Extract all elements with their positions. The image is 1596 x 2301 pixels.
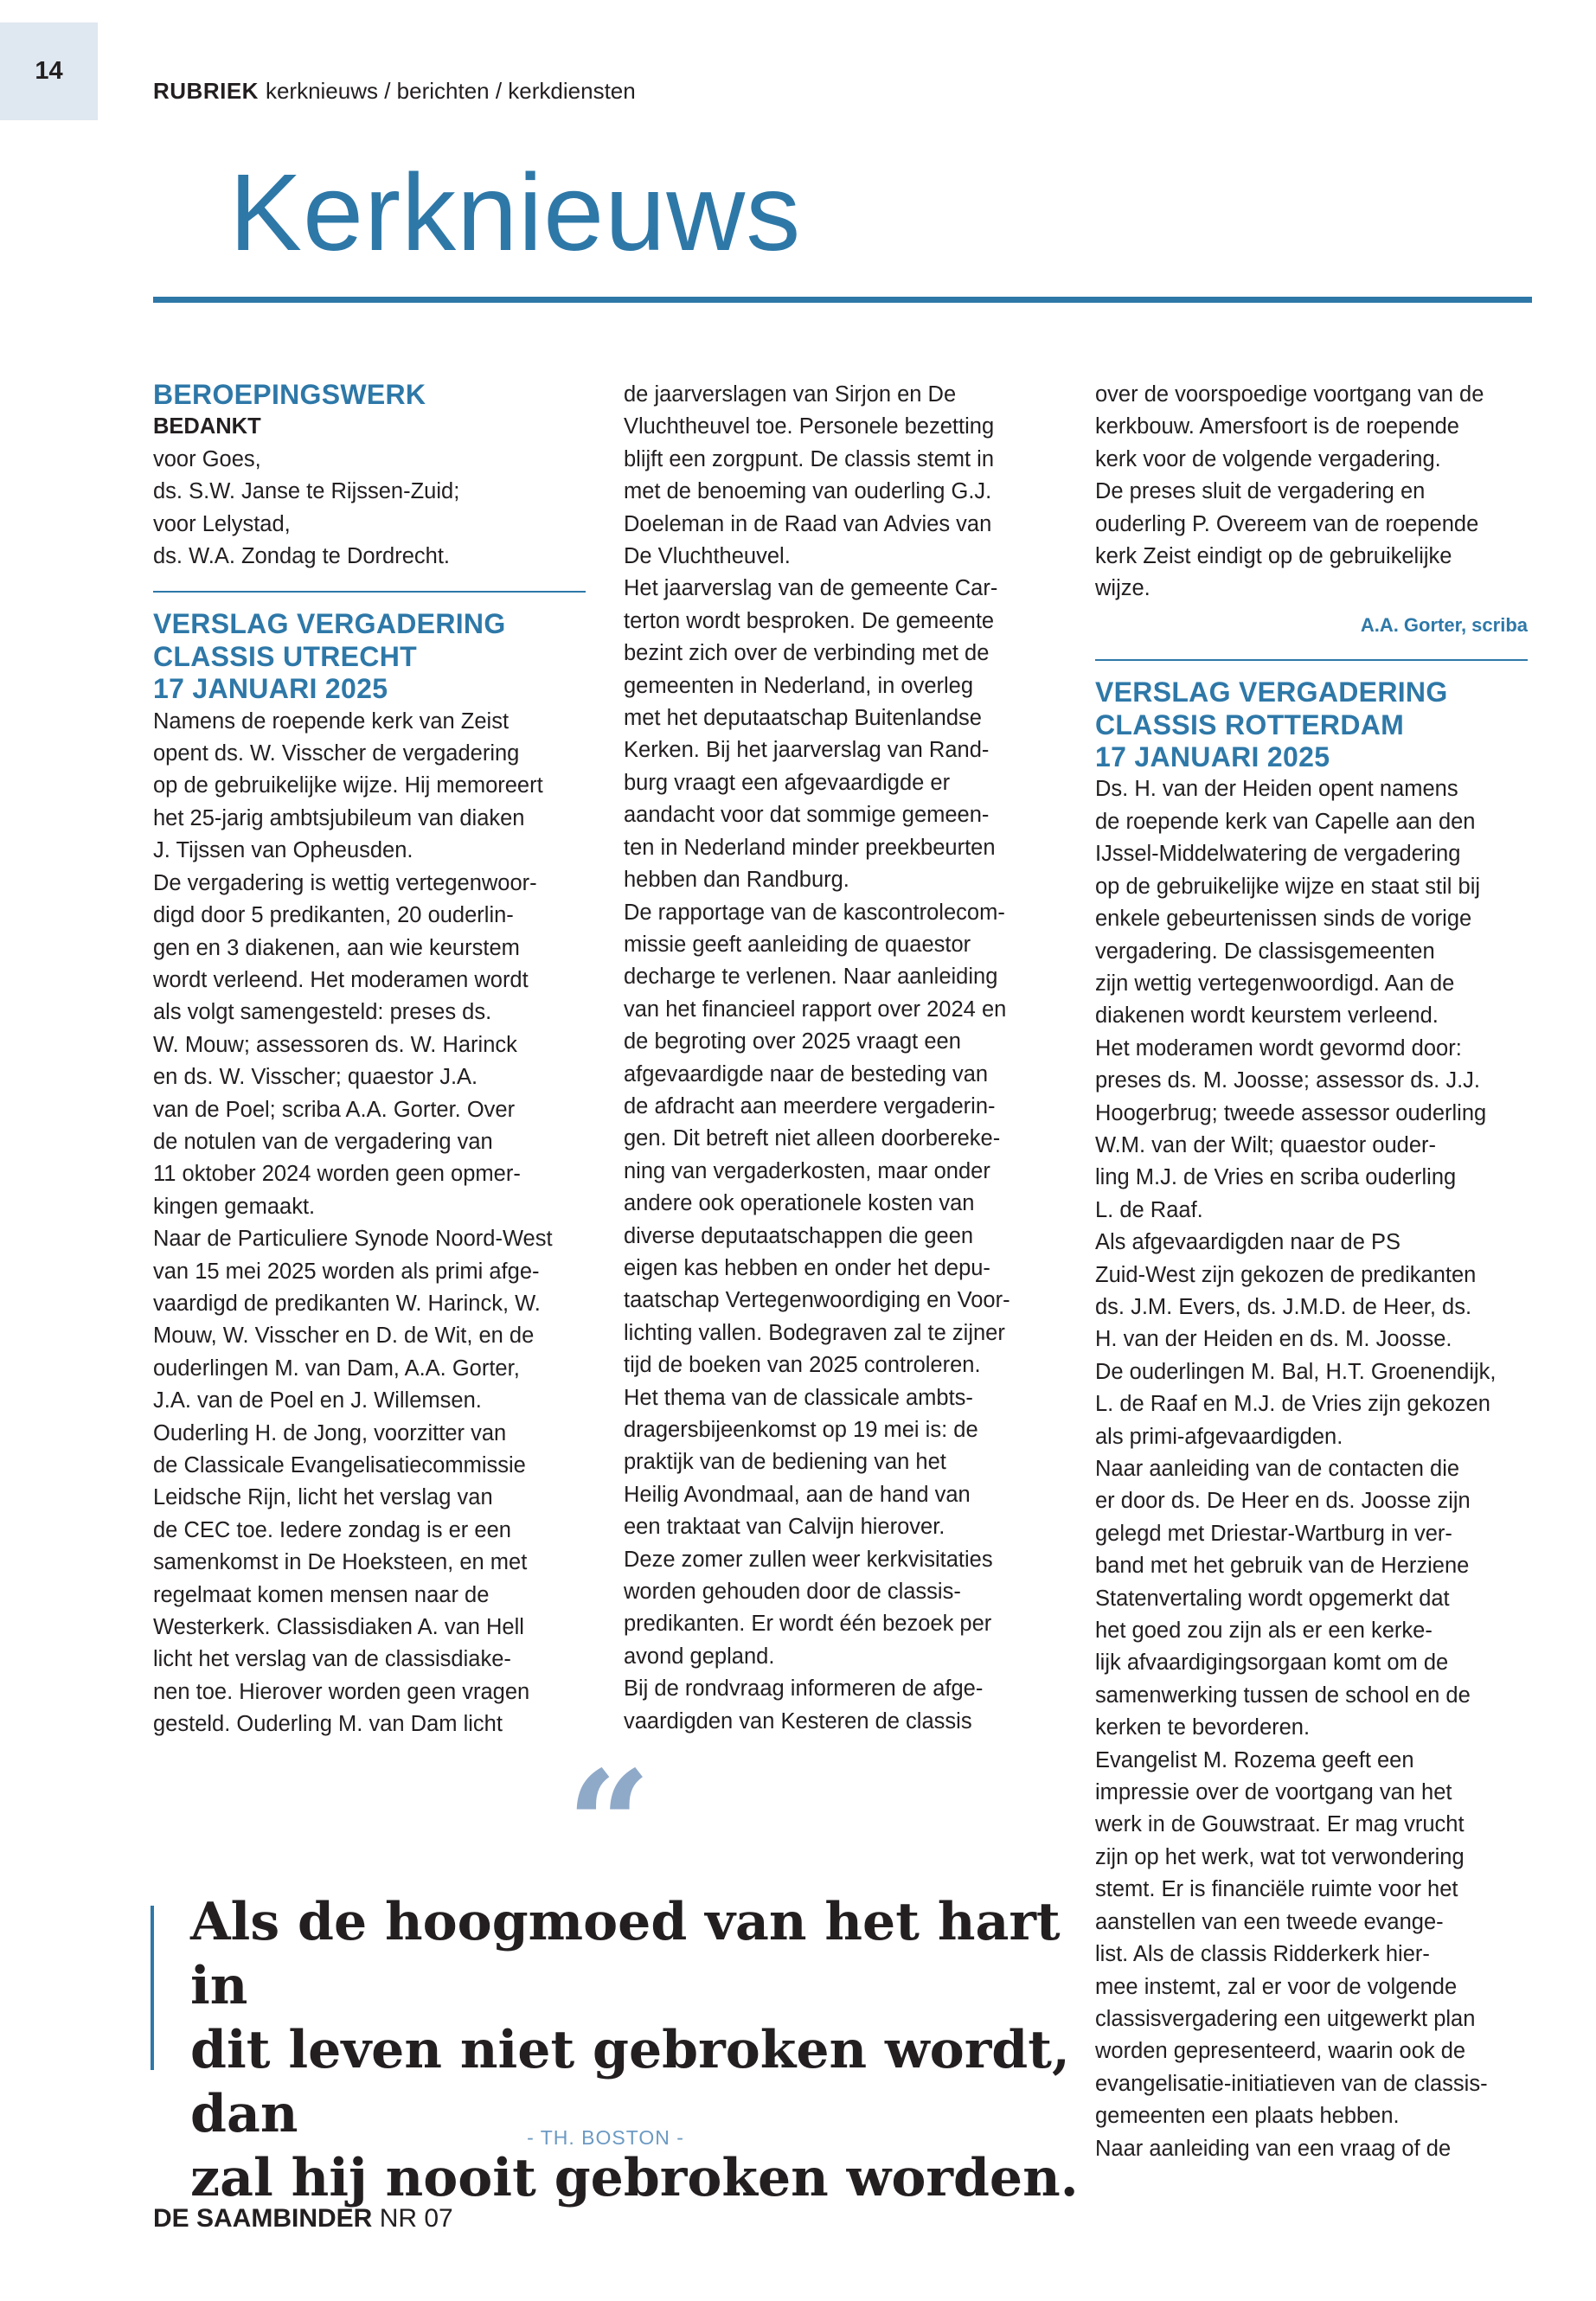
text-line: ds. J.M. Evers, ds. J.M.D. de Heer, ds. <box>1095 1294 1472 1319</box>
text-line: het 25-jarig ambtsjubileum van diaken <box>153 805 525 830</box>
text-line: worden gehouden door de classis- <box>624 1580 961 1605</box>
text-line: stemt. Er is financiële ruimte voor het <box>1095 1877 1458 1902</box>
text-line: Doeleman in de Raad van Advies van <box>624 511 992 536</box>
text-line: Het moderamen wordt gevormd door: <box>1095 1035 1462 1061</box>
magazine-name: DE SAAMBINDER <box>153 2204 373 2233</box>
text-line: op de gebruikelijke wijze en staat stil bij <box>1095 874 1481 899</box>
text-line: met de benoeming van ouderling G.J. <box>624 479 992 504</box>
footer <box>153 2204 453 2234</box>
text-line: aanstellen van een tweede evange- <box>1095 1909 1444 1934</box>
text-line: een traktaat van Calvijn hierover. <box>624 1515 945 1540</box>
text-line: Evangelist M. Rozema geeft een <box>1095 1747 1414 1772</box>
text-line: voor Goes, <box>153 446 261 471</box>
text-line: burg vraagt een afgevaardigde er <box>624 770 951 795</box>
column-2 <box>624 379 1056 1738</box>
text-line: ds. W.A. Zondag te Dordrecht. <box>153 544 450 569</box>
quote-mark-icon: “ <box>567 1739 651 1912</box>
text-line: De rapportage van de kascontrolecom- <box>624 900 1005 925</box>
page-number: 14 <box>35 57 63 85</box>
text-line: L. de Raaf. <box>1095 1197 1203 1222</box>
text-line: wijze. <box>1095 576 1151 601</box>
pull-quote-line: dit leven niet gebroken wordt, dan <box>190 2020 1070 2144</box>
text-line: afgevaardigde naar de besteding van <box>624 1061 989 1086</box>
pull-quote-line: zal hij nooit gebroken worden. <box>190 2148 1079 2208</box>
text-line: vaardigden van Kesteren de classis <box>624 1708 972 1734</box>
text-line: H. van der Heiden en ds. M. Joosse. <box>1095 1327 1452 1352</box>
text-line: J.A. van de Poel en J. Willemsen. <box>153 1388 482 1413</box>
text-line: De vergadering is wettig vertegenwoor- <box>153 870 537 895</box>
rubriek-label: RUBRIEK <box>153 78 259 104</box>
text-line: ds. S.W. Janse te Rijssen-Zuid; <box>153 479 460 504</box>
column-1 <box>153 379 586 1741</box>
text-line: zijn op het werk, wat tot verwondering <box>1095 1844 1465 1869</box>
text-line: De Vluchtheuvel. <box>624 544 791 569</box>
text-line: Hoogerbrug; tweede assessor ouderling <box>1095 1100 1487 1125</box>
text-line: impressie over de voortgang van het <box>1095 1780 1452 1805</box>
text-line: vergadering. De classisgemeenten <box>1095 939 1435 964</box>
text-line: missie geeft aanleiding de quaestor <box>624 932 971 957</box>
text-line: mee instemt, zal er voor de volgende <box>1095 1974 1458 1999</box>
text-line: W.M. van der Wilt; quaestor ouder- <box>1095 1132 1436 1157</box>
section-heading-utrecht-line: VERSLAG VERGADERING <box>153 608 506 640</box>
text-line: Als afgevaardigden naar de PS <box>1095 1230 1401 1255</box>
text-line: kerkbouw. Amersfoort is de roepende <box>1095 414 1459 439</box>
rubriek-header <box>153 78 636 105</box>
text-line: ning van vergaderkosten, maar onder <box>624 1158 990 1183</box>
text-line: avond gepland. <box>624 1644 775 1669</box>
text-line: decharge te verlenen. Naar aanleiding <box>624 965 998 990</box>
text-line: gen en 3 diakenen, aan wie keurstem <box>153 935 520 960</box>
text-line: band met het gebruik van de Herziene <box>1095 1554 1470 1579</box>
section-heading-utrecht-line: CLASSIS UTRECHT <box>153 640 417 672</box>
text-line: lichting vallen. Bodegraven zal te zijner <box>624 1320 1005 1345</box>
scriba-signature: A.A. Gorter, scriba <box>1360 613 1528 636</box>
text-line: Heilig Avondmaal, aan de hand van <box>624 1482 971 1507</box>
text-line: gemeenten een plaats hebben. <box>1095 2104 1400 2129</box>
text-line: W. Mouw; assessoren ds. W. Harinck <box>153 1032 517 1057</box>
text-line: de roepende kerk van Capelle aan den <box>1095 809 1476 834</box>
text-line: L. de Raaf en M.J. de Vries zijn gekozen <box>1095 1392 1490 1417</box>
text-line: licht het verslag van de classisdiake- <box>153 1647 511 1672</box>
text-line: eigen kas hebben en onder het depu- <box>624 1255 990 1280</box>
text-line: Westerkerk. Classisdiaken A. van Hell <box>153 1615 524 1640</box>
text-line: de begroting over 2025 vraagt een <box>624 1029 961 1054</box>
section-heading-beroepingswerk: BEROEPINGSWERK <box>153 379 426 410</box>
text-line: Het jaarverslag van de gemeente Car- <box>624 576 998 601</box>
section-heading-rotterdam-line: CLASSIS ROTTERDAM <box>1095 708 1405 740</box>
text-line: aandacht voor dat sommige gemeen- <box>624 803 990 828</box>
subheading-bedankt: BEDANKT <box>153 414 261 439</box>
text-line: lijk afvaardigingsorgaan komt om de <box>1095 1650 1449 1676</box>
text-line: evangelisatie-initiatieven van de classis- <box>1095 2071 1488 2096</box>
text-line: andere ook operationele kosten van <box>624 1191 975 1216</box>
utrecht-report-end <box>1095 379 1528 606</box>
text-line: classisvergadering een uitgewerkt plan <box>1095 2006 1476 2031</box>
text-line: op de gebruikelijke wijze. Hij memoreert <box>153 773 543 798</box>
section-heading-utrecht-line: 17 JANUARI 2025 <box>153 673 388 705</box>
text-line: Ouderling H. de Jong, voorzitter van <box>153 1420 507 1445</box>
text-line: Naar aanleiding van de contacten die <box>1095 1457 1460 1481</box>
text-line: enkele gebeurtenissen sinds de vorige <box>1095 907 1472 932</box>
text-line: blijft een zorgpunt. De classis stemt in <box>624 446 995 471</box>
quote-bar <box>151 1906 154 2070</box>
text-line: predikanten. Er wordt één bezoek per <box>624 1612 992 1637</box>
text-line: Ds. H. van der Heiden opent namens <box>1095 777 1458 802</box>
text-line: J. Tijssen van Opheusden. <box>153 838 413 863</box>
rotterdam-report <box>1095 773 1528 2164</box>
text-line: over de voorspoedige voortgang van de <box>1095 382 1484 407</box>
utrecht-report <box>153 706 586 1741</box>
text-line: met het deputaatschap Buitenlandse <box>624 706 982 731</box>
text-line: werk in de Gouwstraat. Er mag vrucht <box>1095 1812 1465 1837</box>
text-line: kerk voor de volgende vergadering. <box>1095 446 1441 471</box>
text-line: Bij de rondvraag informeren de afge- <box>624 1676 984 1702</box>
text-line: samenkomst in De Hoeksteen, en met <box>153 1550 528 1575</box>
text-line: taatschap Vertegenwoordiging en Voor- <box>624 1288 1010 1313</box>
text-line: als volgt samengesteld: preses ds. <box>153 1000 492 1025</box>
text-line: Mouw, W. Visscher en D. de Wit, en de <box>153 1324 535 1349</box>
section-divider <box>153 591 586 593</box>
text-line: list. Als de classis Ridderkerk hier- <box>1095 1942 1430 1967</box>
page-number-box <box>0 22 98 120</box>
text-line: Kerken. Bij het jaarverslag van Rand- <box>624 738 990 763</box>
text-line: wordt verleend. Het moderamen wordt <box>153 967 529 992</box>
issue-number: NR 07 <box>379 2204 453 2233</box>
text-line: vaardigd de predikanten W. Harinck, W. <box>153 1291 541 1316</box>
section-heading-rotterdam-line: VERSLAG VERGADERING <box>1095 676 1448 708</box>
rubriek-path: kerknieuws / berichten / kerkdiensten <box>265 78 636 104</box>
column-3 <box>1095 379 1528 2165</box>
pull-quote-line: Als de hoogmoed van het hart in <box>190 1892 1061 2016</box>
text-line: ouderlingen M. van Dam, A.A. Gorter, <box>153 1356 520 1381</box>
text-line: worden gepresenteerd, waarin ook de <box>1095 2039 1466 2064</box>
text-line: kerk Zeist eindigt op de gebruikelijke <box>1095 544 1452 569</box>
text-line: Leidsche Rijn, licht het verslag van <box>153 1485 493 1510</box>
text-line: gesteld. Ouderling M. van Dam licht <box>153 1712 503 1737</box>
page-title: Kerknieuws <box>229 151 802 273</box>
text-line: nen toe. Hierover worden geen vragen <box>153 1679 530 1704</box>
text-line: opent ds. W. Visscher de vergadering <box>153 741 520 766</box>
text-line: Namens de roepende kerk van Zeist <box>153 708 510 734</box>
text-line: bezint zich over de verbinding met de <box>624 641 990 666</box>
text-line: tijd de boeken van 2025 controleren. <box>624 1353 981 1378</box>
text-line: van het financieel rapport over 2024 en <box>624 997 1007 1022</box>
text-line: de CEC toe. Iedere zondag is er een <box>153 1517 511 1542</box>
text-line: Het thema van de classicale ambts- <box>624 1385 973 1410</box>
text-line: Naar aanleiding van een vraag of de <box>1095 2136 1452 2161</box>
text-line: diverse deputaatschappen die geen <box>624 1223 974 1248</box>
text-line: digd door 5 predikanten, 20 ouderlin- <box>153 903 514 928</box>
text-line: ten in Nederland minder preekbeurten <box>624 835 996 860</box>
text-line: kerken te bevorderen. <box>1095 1715 1311 1740</box>
text-line: Naar de Particuliere Synode Noord-West <box>153 1227 553 1252</box>
text-line: de notulen van de vergadering van <box>153 1129 493 1154</box>
text-line: IJssel-Middelwatering de vergadering <box>1095 842 1461 867</box>
text-line: gen. Dit betreft niet alleen doorbereke- <box>624 1126 1001 1151</box>
title-rule <box>153 297 1532 303</box>
text-line: ling M.J. de Vries en scriba ouderling <box>1095 1165 1457 1190</box>
text-line: de afdracht aan meerdere vergaderin- <box>624 1093 996 1118</box>
text-line: hebben dan Randburg. <box>624 868 849 893</box>
text-line: diakenen wordt keurstem verleend. <box>1095 1003 1439 1029</box>
text-line: 11 oktober 2024 worden geen opmer- <box>153 1162 521 1187</box>
text-line: praktijk van de bediening van het <box>624 1450 946 1475</box>
text-line: regelmaat komen mensen naar de <box>153 1582 490 1607</box>
text-line: terton wordt besproken. De gemeente <box>624 608 995 633</box>
text-line: het goed zou zijn als er een kerke- <box>1095 1618 1433 1644</box>
text-line: gemeenten in Nederland, in overleg <box>624 673 974 698</box>
text-line: Zuid-West zijn gekozen de predikanten <box>1095 1262 1477 1287</box>
text-line: Statenvertaling wordt opgemerkt dat <box>1095 1586 1450 1611</box>
quote-author: - TH. BOSTON - <box>527 2126 684 2149</box>
text-line: zijn wettig vertegenwoordigd. Aan de <box>1095 971 1455 996</box>
text-line: Vluchtheuvel toe. Personele bezetting <box>624 414 995 439</box>
text-line: van 15 mei 2025 worden als primi afge- <box>153 1259 540 1284</box>
text-line: en ds. W. Visscher; quaestor J.A. <box>153 1065 478 1090</box>
text-line: gelegd met Driestar-Wartburg in ver- <box>1095 1521 1452 1546</box>
text-line: ouderling P. Overeem van de roepende <box>1095 511 1479 536</box>
text-line: er door ds. De Heer en ds. Joosse zijn <box>1095 1489 1471 1514</box>
section-heading-rotterdam-line: 17 JANUARI 2025 <box>1095 741 1330 773</box>
text-line: De preses sluit de vergadering en <box>1095 479 1426 504</box>
text-line: De ouderlingen M. Bal, H.T. Groenendijk, <box>1095 1359 1497 1384</box>
text-line: als primi-afgevaardigden. <box>1095 1424 1343 1449</box>
text-line: preses ds. M. Joosse; assessor ds. J.J. <box>1095 1068 1480 1093</box>
text-line: samenwerking tussen de school en de <box>1095 1682 1471 1708</box>
pull-quote <box>190 1890 1081 2210</box>
text-line: dragersbijeenkomst op 19 mei is: de <box>624 1418 978 1442</box>
section-divider <box>1095 659 1528 661</box>
text-line: de Classicale Evangelisatiecommissie <box>153 1453 526 1477</box>
text-line: kingen gemaakt. <box>153 1194 316 1219</box>
text-line: voor Lelystad, <box>153 511 291 536</box>
text-line: de jaarverslagen van Sirjon en De <box>624 382 957 407</box>
text-line: van de Poel; scriba A.A. Gorter. Over <box>153 1097 516 1122</box>
bedankt-list <box>153 444 586 574</box>
text-line: Deze zomer zullen weer kerkvisitaties <box>624 1547 993 1572</box>
